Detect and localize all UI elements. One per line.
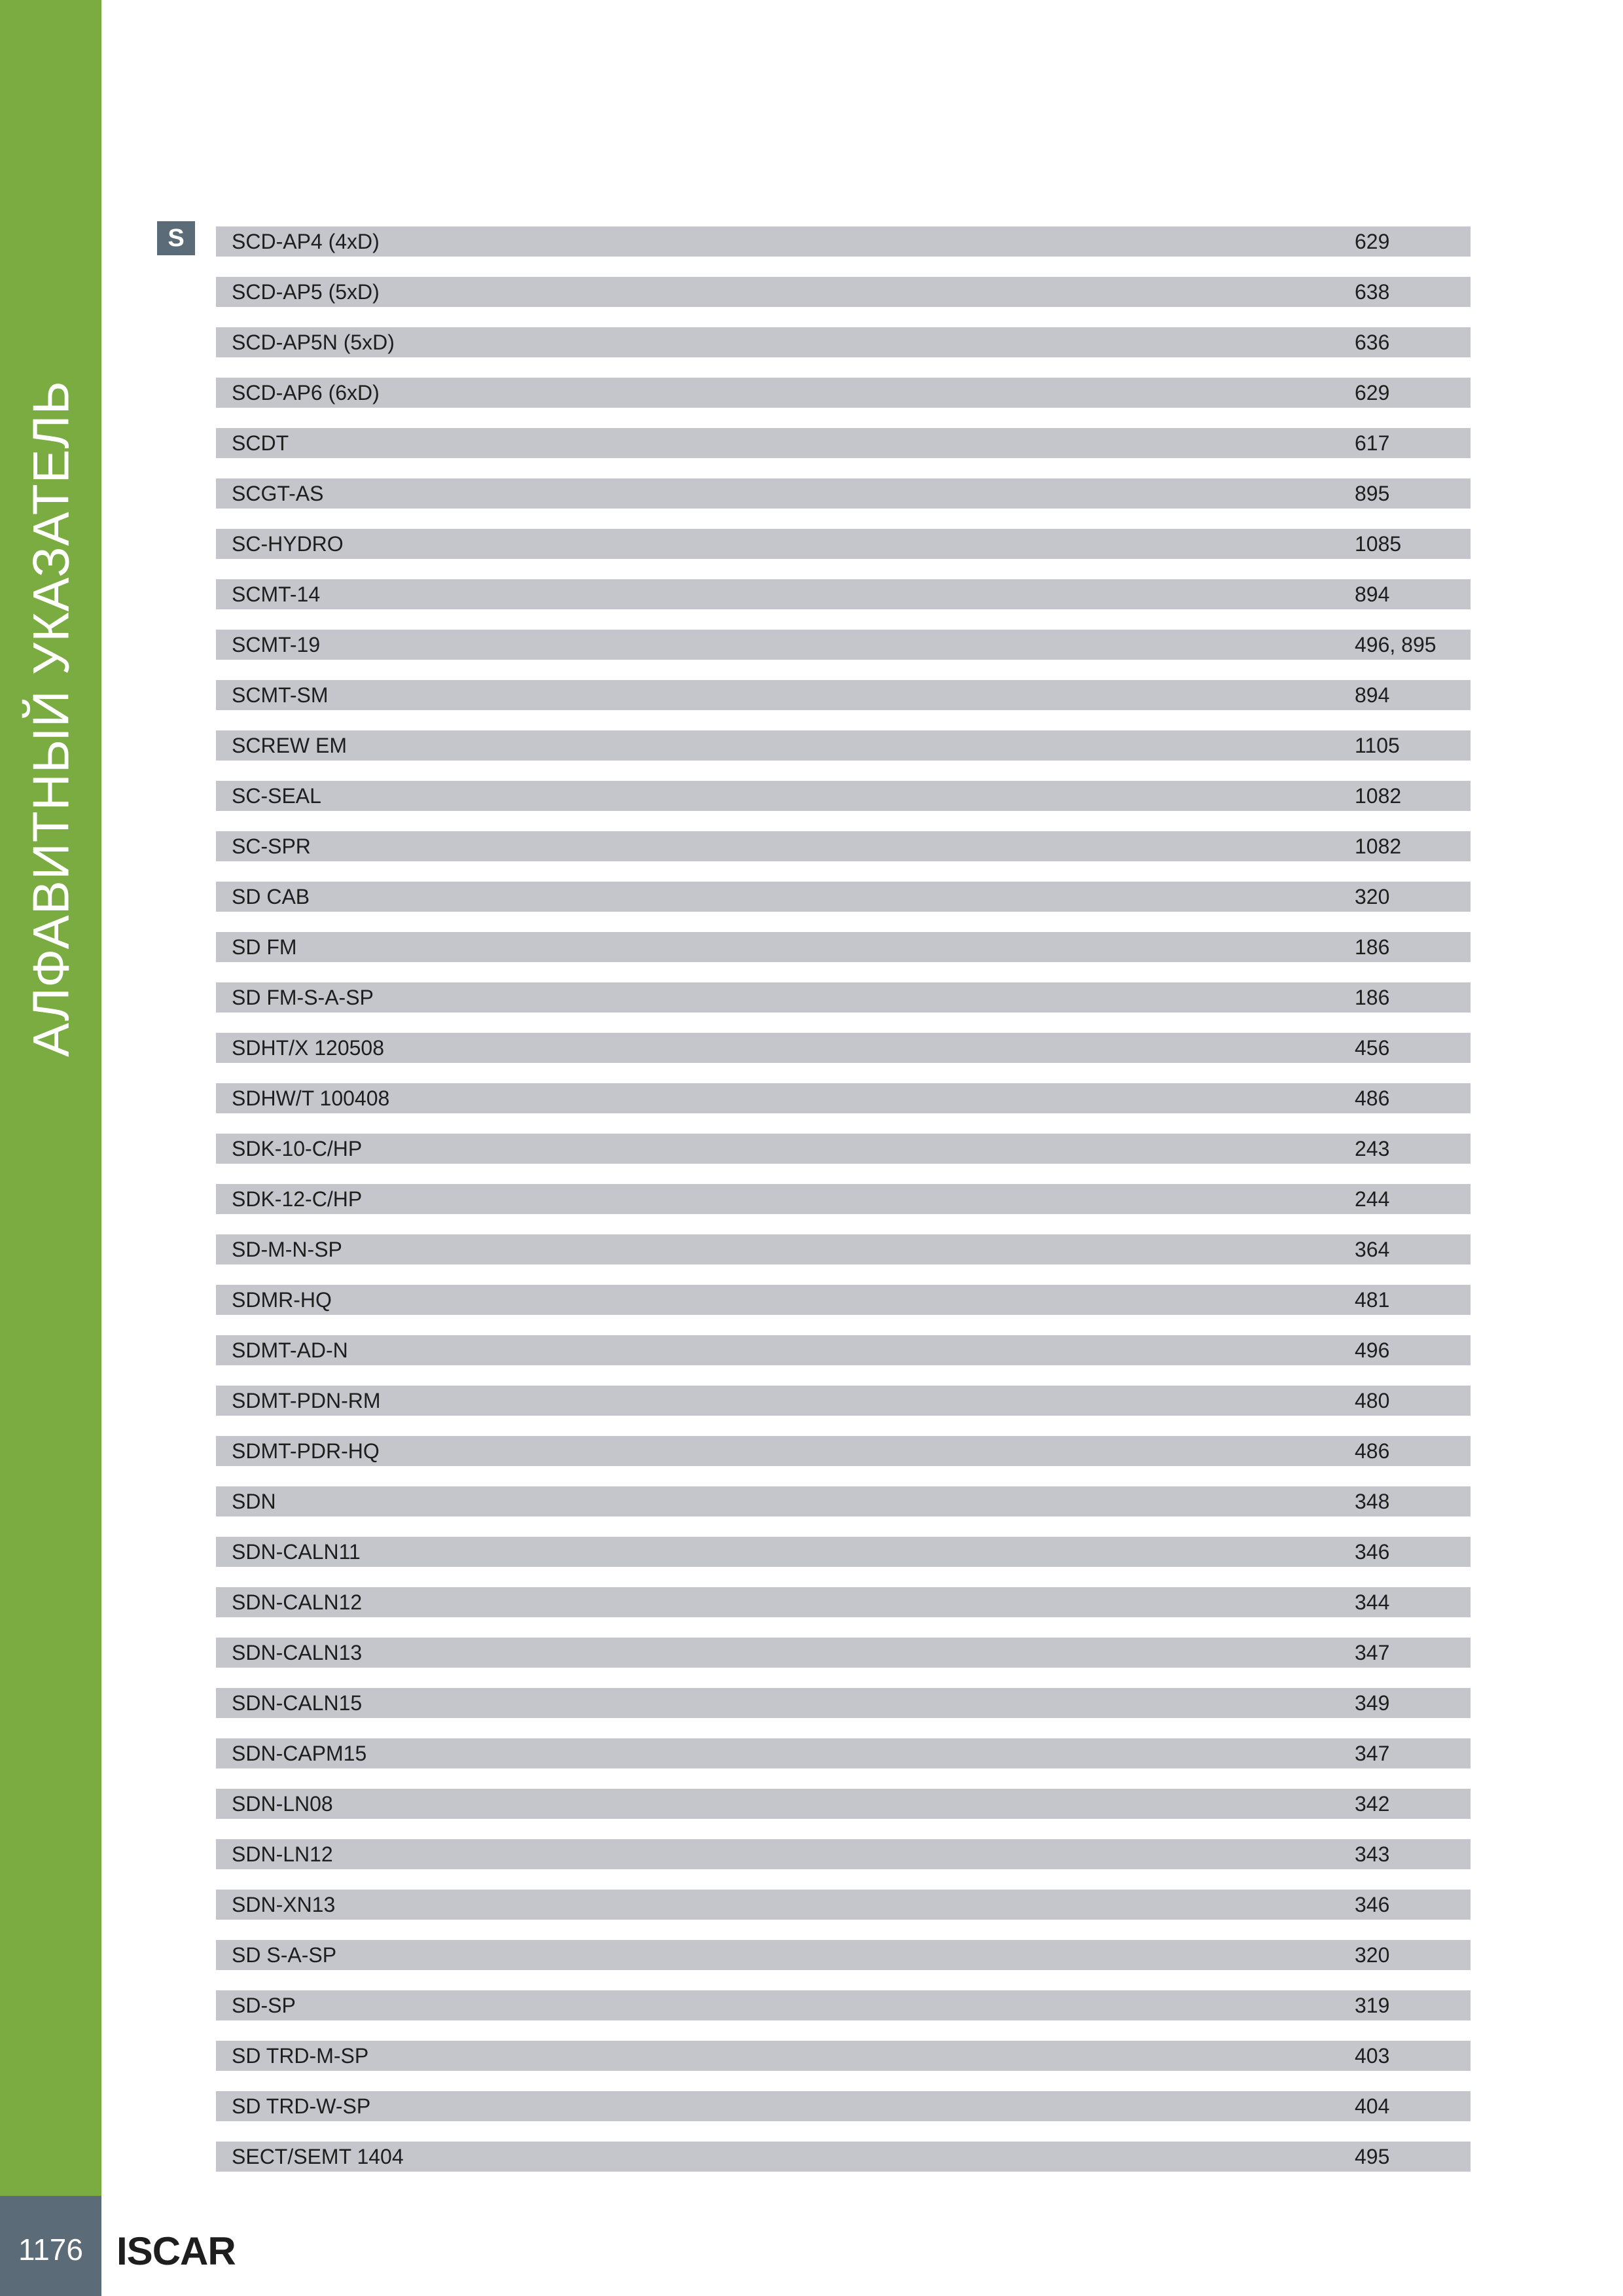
index-row[interactable] — [216, 1083, 1471, 1113]
index-row[interactable] — [216, 1940, 1471, 1970]
index-entry-name: SDN-LN12 — [232, 1842, 333, 1866]
index-entry-page: 895 — [1355, 482, 1390, 505]
index-row[interactable] — [216, 378, 1471, 408]
index-entry-page: 486 — [1355, 1439, 1390, 1463]
index-entry-page: 347 — [1355, 1641, 1390, 1664]
index-entry-page: 1085 — [1355, 532, 1402, 556]
index-row[interactable] — [216, 1789, 1471, 1819]
index-row[interactable] — [216, 932, 1471, 962]
index-row[interactable] — [216, 277, 1471, 307]
index-row[interactable] — [216, 529, 1471, 559]
index-entry-page: 403 — [1355, 2044, 1390, 2068]
index-entry-page: 320 — [1355, 885, 1390, 908]
index-row[interactable] — [216, 1335, 1471, 1365]
index-entry-name: SD-M-N-SP — [232, 1238, 342, 1261]
index-entry-page: 346 — [1355, 1893, 1390, 1916]
index-entry-page: 342 — [1355, 1792, 1390, 1816]
index-entry-name: SDN-CALN11 — [232, 1540, 361, 1564]
index-row[interactable] — [216, 428, 1471, 458]
index-entry-name: SDMT-AD-N — [232, 1338, 348, 1362]
index-entry-name: SCD-AP5N (5xD) — [232, 331, 395, 354]
index-entry-page: 348 — [1355, 1490, 1390, 1513]
sidebar — [0, 0, 101, 2196]
index-row[interactable] — [216, 2142, 1471, 2172]
index-entry-name: SCDT — [232, 431, 289, 455]
index-entry-name: SCMT-14 — [232, 583, 321, 606]
sidebar-title: АЛФАВИТНЫЙ УКАЗАТЕЛЬ — [22, 380, 80, 1057]
index-entry-page: 894 — [1355, 583, 1390, 606]
index-entry-page: 496 — [1355, 1338, 1390, 1362]
index-entry-page: 480 — [1355, 1389, 1390, 1412]
index-list — [216, 226, 1471, 2192]
index-entry-page: 638 — [1355, 280, 1390, 304]
index-entry-name: SD FM — [232, 935, 297, 959]
index-entry-page: 496, 895 — [1355, 633, 1436, 656]
index-entry-name: SDMT-PDN-RM — [232, 1389, 381, 1412]
index-entry-page: 364 — [1355, 1238, 1390, 1261]
index-entry-page: 186 — [1355, 935, 1390, 959]
index-entry-name: SDHT/X 120508 — [232, 1036, 385, 1060]
index-row[interactable] — [216, 1537, 1471, 1567]
index-entry-name: SCREW EM — [232, 734, 347, 757]
index-entry-name: SDN-LN08 — [232, 1792, 333, 1816]
index-entry-page: 186 — [1355, 986, 1390, 1009]
index-row[interactable] — [216, 882, 1471, 912]
index-row[interactable] — [216, 327, 1471, 357]
index-entry-page: 404 — [1355, 2094, 1390, 2118]
index-entry-page: 617 — [1355, 431, 1390, 455]
page-number: 1176 — [18, 2233, 83, 2267]
index-row[interactable] — [216, 1587, 1471, 1617]
index-row[interactable] — [216, 1990, 1471, 2020]
index-entry-name: SD CAB — [232, 885, 310, 908]
index-row[interactable] — [216, 1839, 1471, 1869]
index-entry-page: 243 — [1355, 1137, 1390, 1160]
index-entry-name: SDK-12-C/HP — [232, 1187, 363, 1211]
index-row[interactable] — [216, 1436, 1471, 1466]
index-entry-name: SD S-A-SP — [232, 1943, 337, 1967]
index-entry-page: 1082 — [1355, 784, 1402, 808]
index-entry-page: 319 — [1355, 1994, 1390, 2017]
index-entry-name: SCD-AP6 (6xD) — [232, 381, 380, 404]
index-row[interactable] — [216, 2091, 1471, 2121]
index-entry-name: SDN — [232, 1490, 276, 1513]
index-entry-name: SDN-CALN12 — [232, 1590, 363, 1614]
index-entry-name: SDN-CALN15 — [232, 1691, 363, 1715]
index-row[interactable] — [216, 730, 1471, 761]
index-entry-name: SDN-CALN13 — [232, 1641, 363, 1664]
index-row[interactable] — [216, 2041, 1471, 2071]
index-entry-name: SD-SP — [232, 1994, 296, 2017]
brand-logo: ISCAR — [116, 2229, 236, 2273]
index-entry-page: 486 — [1355, 1086, 1390, 1110]
index-entry-name: SD FM-S-A-SP — [232, 986, 374, 1009]
index-row[interactable] — [216, 831, 1471, 861]
index-entry-name: SC-SPR — [232, 834, 311, 858]
index-row[interactable] — [216, 226, 1471, 257]
index-entry-page: 636 — [1355, 331, 1390, 354]
index-row[interactable] — [216, 1033, 1471, 1063]
index-entry-name: SCMT-SM — [232, 683, 329, 707]
index-entry-name: SCMT-19 — [232, 633, 321, 656]
index-entry-name: SDMR-HQ — [232, 1288, 332, 1312]
index-entry-name: SD TRD-M-SP — [232, 2044, 369, 2068]
index-entry-name: SC-HYDRO — [232, 532, 344, 556]
index-entry-name: SC-SEAL — [232, 784, 321, 808]
index-row[interactable] — [216, 1738, 1471, 1768]
index-entry-name: SECT/SEMT 1404 — [232, 2145, 404, 2168]
index-entry-name: SD TRD-W-SP — [232, 2094, 371, 2118]
index-entry-page: 343 — [1355, 1842, 1390, 1866]
index-entry-page: 894 — [1355, 683, 1390, 707]
index-entry-page: 456 — [1355, 1036, 1390, 1060]
index-row[interactable] — [216, 1638, 1471, 1668]
index-entry-name: SDK-10-C/HP — [232, 1137, 363, 1160]
index-row[interactable] — [216, 680, 1471, 710]
index-row[interactable] — [216, 579, 1471, 609]
index-row[interactable] — [216, 982, 1471, 1013]
index-entry-name: SDN-XN13 — [232, 1893, 336, 1916]
index-row[interactable] — [216, 1386, 1471, 1416]
index-entry-page: 1105 — [1355, 734, 1400, 757]
index-row[interactable] — [216, 1234, 1471, 1265]
index-row[interactable] — [216, 1688, 1471, 1718]
index-entry-page: 481 — [1355, 1288, 1390, 1312]
index-entry-page: 1082 — [1355, 834, 1402, 858]
index-entry-name: SDMT-PDR-HQ — [232, 1439, 380, 1463]
index-entry-page: 349 — [1355, 1691, 1390, 1715]
index-row[interactable] — [216, 1134, 1471, 1164]
index-row[interactable] — [216, 1890, 1471, 1920]
index-entry-page: 629 — [1355, 230, 1390, 253]
index-entry-name: SCD-AP4 (4xD) — [232, 230, 380, 253]
index-entry-name: SCD-AP5 (5xD) — [232, 280, 380, 304]
index-entry-page: 244 — [1355, 1187, 1390, 1211]
index-entry-page: 495 — [1355, 2145, 1390, 2168]
index-entry-page: 346 — [1355, 1540, 1390, 1564]
index-entry-name: SDHW/T 100408 — [232, 1086, 390, 1110]
index-entry-page: 320 — [1355, 1943, 1390, 1967]
index-entry-page: 344 — [1355, 1590, 1390, 1614]
index-row[interactable] — [216, 1285, 1471, 1315]
index-row[interactable] — [216, 630, 1471, 660]
index-entry-page: 629 — [1355, 381, 1390, 404]
index-letter-badge: S — [157, 221, 195, 255]
index-row[interactable] — [216, 478, 1471, 509]
index-entry-name: SCGT-AS — [232, 482, 324, 505]
index-row[interactable] — [216, 781, 1471, 811]
index-row[interactable] — [216, 1184, 1471, 1214]
index-entry-page: 347 — [1355, 1742, 1390, 1765]
index-row[interactable] — [216, 1486, 1471, 1516]
index-entry-name: SDN-CAPM15 — [232, 1742, 367, 1765]
